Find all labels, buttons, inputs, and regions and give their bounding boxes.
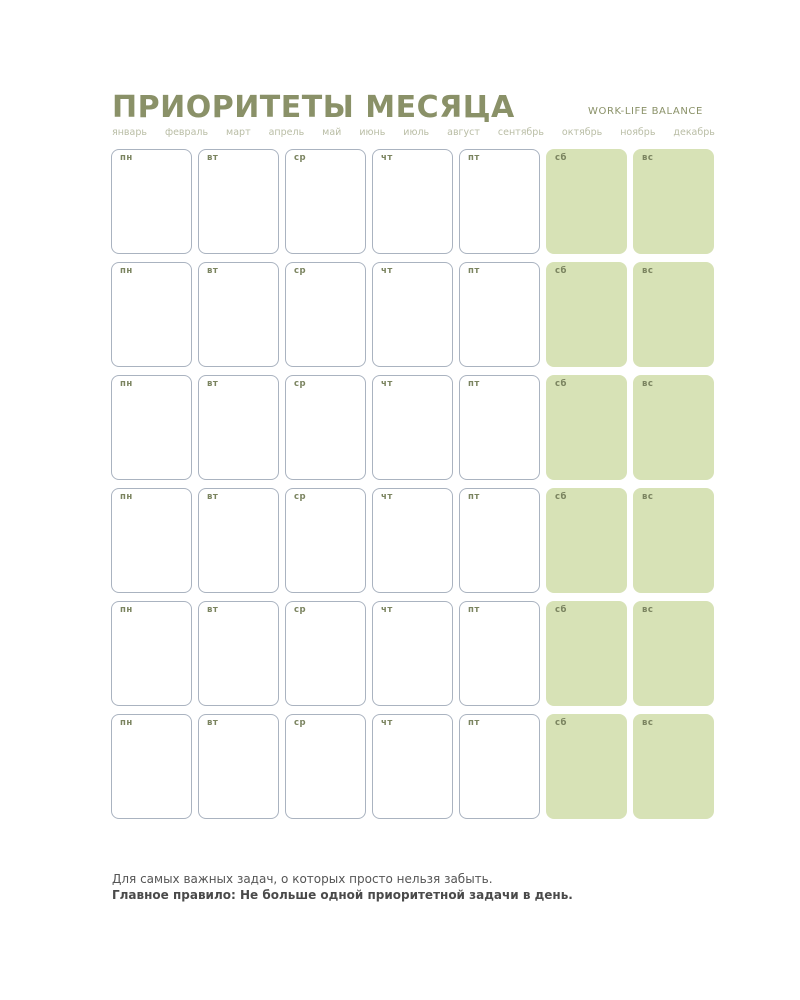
day-cell-label: пт — [468, 605, 480, 615]
day-cell-label: вс — [642, 379, 654, 389]
day-cell-label: сб — [555, 492, 567, 502]
day-cell[interactable] — [459, 488, 540, 593]
day-cell-label: пт — [468, 153, 480, 163]
day-cell[interactable] — [459, 714, 540, 819]
day-cell[interactable] — [111, 601, 192, 706]
day-cell-label: вс — [642, 718, 654, 728]
day-cell[interactable] — [372, 601, 453, 706]
day-cell[interactable] — [111, 262, 192, 367]
day-cell-label: сб — [555, 266, 567, 276]
month-label[interactable]: сентябрь — [497, 127, 544, 138]
day-cell-label: сб — [555, 379, 567, 389]
day-cell-label: пн — [120, 266, 133, 276]
day-cell-label: пт — [468, 266, 480, 276]
day-cell-label: сб — [555, 718, 567, 728]
day-cell-label: пт — [468, 718, 480, 728]
day-cell[interactable] — [285, 375, 366, 480]
day-cell-label: вс — [642, 266, 654, 276]
day-cell-label: вт — [207, 379, 219, 389]
footer-line-description: Для самых важных задач, о которых просто нельзя забыть. — [112, 872, 493, 886]
day-cell-label: ср — [294, 266, 307, 276]
day-cell[interactable] — [372, 149, 453, 254]
day-cell-label: вт — [207, 492, 219, 502]
day-cell-label: вс — [642, 492, 654, 502]
day-cell[interactable] — [285, 601, 366, 706]
day-cell[interactable] — [372, 714, 453, 819]
day-cell[interactable] — [546, 714, 627, 819]
day-cell[interactable] — [111, 488, 192, 593]
day-cell-label: ср — [294, 718, 307, 728]
day-cell[interactable] — [372, 262, 453, 367]
day-cell[interactable] — [372, 488, 453, 593]
day-cell-label: пн — [120, 718, 133, 728]
day-cell[interactable] — [546, 149, 627, 254]
month-label[interactable]: февраль — [164, 127, 209, 138]
day-cell[interactable] — [459, 149, 540, 254]
day-cell-label: вс — [642, 605, 654, 615]
day-cell[interactable] — [198, 149, 279, 254]
day-cell[interactable] — [546, 262, 627, 367]
day-cell[interactable] — [285, 149, 366, 254]
day-cell-label: вс — [642, 153, 654, 163]
day-cell-label: пн — [120, 605, 133, 615]
day-cell-label: чт — [381, 379, 393, 389]
day-cell[interactable] — [198, 375, 279, 480]
month-label[interactable]: ноябрь — [620, 127, 656, 138]
day-cell[interactable] — [459, 262, 540, 367]
footer-note — [112, 871, 573, 903]
day-cell-label: пн — [120, 379, 133, 389]
day-cell[interactable] — [111, 714, 192, 819]
page-subtitle: WORK-LIFE BALANCE — [588, 106, 703, 117]
day-cell[interactable] — [546, 375, 627, 480]
day-cell-label: пн — [120, 492, 133, 502]
month-label[interactable]: апрель — [268, 127, 305, 138]
day-cell-label: пн — [120, 153, 133, 163]
day-cell[interactable] — [633, 601, 714, 706]
day-cell-label: ср — [294, 379, 307, 389]
day-cell[interactable] — [459, 375, 540, 480]
day-cell-label: сб — [555, 605, 567, 615]
day-cell-label: чт — [381, 492, 393, 502]
day-cell-label: вт — [207, 266, 219, 276]
day-cell[interactable] — [546, 488, 627, 593]
calendar-grid — [111, 149, 714, 819]
day-cell[interactable] — [198, 601, 279, 706]
month-label[interactable]: август — [447, 127, 480, 138]
day-cell-label: ср — [294, 153, 307, 163]
day-cell-label: пт — [468, 492, 480, 502]
day-cell[interactable] — [198, 262, 279, 367]
month-label[interactable]: октябрь — [561, 127, 603, 138]
month-label[interactable]: июль — [403, 127, 430, 138]
page-title: ПРИОРИТЕТЫ МЕСЯЦА — [112, 90, 515, 125]
day-cell[interactable] — [372, 375, 453, 480]
day-cell-label: ср — [294, 492, 307, 502]
month-label[interactable]: январь — [112, 127, 147, 138]
month-selector — [112, 127, 715, 138]
footer-line-rule: Главное правило: Не больше одной приоритетной задачи в день. — [112, 888, 573, 902]
day-cell[interactable] — [459, 601, 540, 706]
day-cell[interactable] — [633, 375, 714, 480]
day-cell-label: сб — [555, 153, 567, 163]
day-cell-label: пт — [468, 379, 480, 389]
day-cell[interactable] — [633, 262, 714, 367]
day-cell-label: чт — [381, 718, 393, 728]
day-cell-label: чт — [381, 266, 393, 276]
month-label[interactable]: июнь — [359, 127, 386, 138]
month-label[interactable]: март — [226, 127, 251, 138]
day-cell-label: ср — [294, 605, 307, 615]
day-cell-label: вт — [207, 605, 219, 615]
day-cell-label: чт — [381, 153, 393, 163]
day-cell-label: вт — [207, 718, 219, 728]
day-cell[interactable] — [111, 375, 192, 480]
day-cell[interactable] — [633, 149, 714, 254]
day-cell[interactable] — [285, 262, 366, 367]
day-cell[interactable] — [111, 149, 192, 254]
day-cell[interactable] — [285, 714, 366, 819]
day-cell[interactable] — [285, 488, 366, 593]
month-label[interactable]: декабрь — [673, 127, 715, 138]
day-cell-label: вт — [207, 153, 219, 163]
day-cell[interactable] — [198, 488, 279, 593]
day-cell[interactable] — [633, 488, 714, 593]
day-cell[interactable] — [633, 714, 714, 819]
day-cell-label: чт — [381, 605, 393, 615]
day-cell[interactable] — [546, 601, 627, 706]
month-label[interactable]: май — [322, 127, 342, 138]
day-cell[interactable] — [198, 714, 279, 819]
